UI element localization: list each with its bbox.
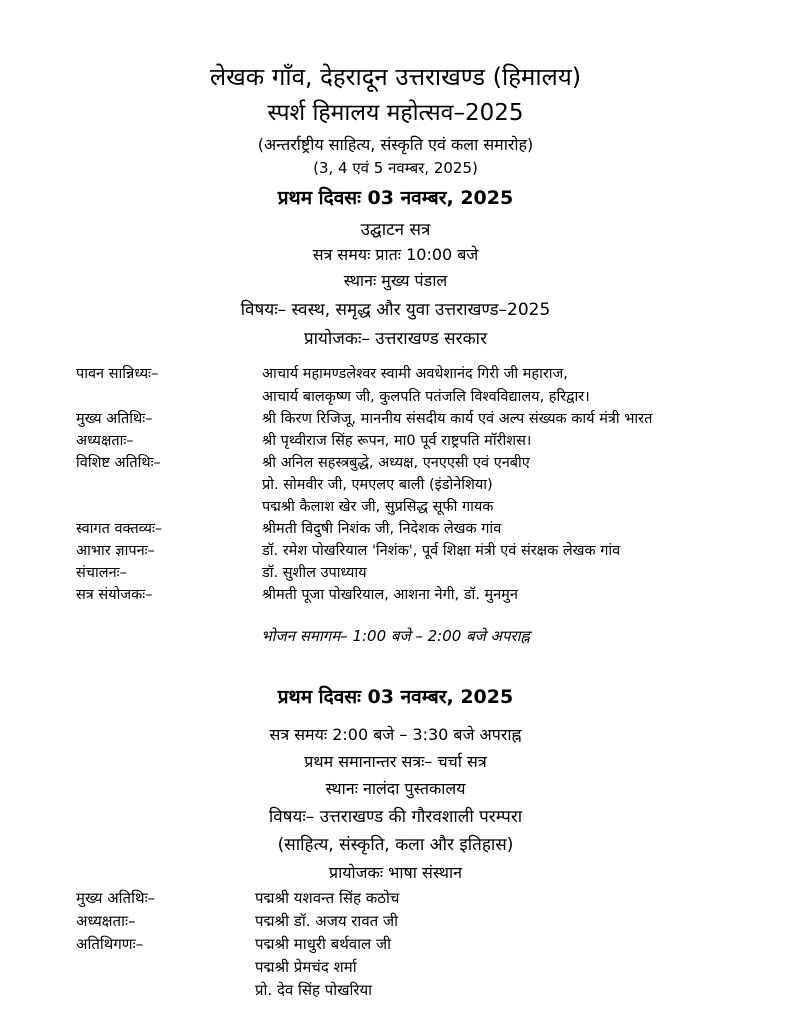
row-value: श्रीमती विदुषी निशंक जी, निदेशक लेखक गांव <box>262 521 502 537</box>
session1-venue: स्थानः मुख्य पंडाल <box>343 271 448 290</box>
guest-row <box>0 430 791 452</box>
festival-dates: (3, 4 एवं 5 नवम्बर, 2025) <box>313 159 478 177</box>
row-label: मुख्य अतिथिः– <box>76 411 153 427</box>
guest-row <box>0 452 791 474</box>
row-value: डॉ. सुशील उपाध्याय <box>262 565 367 581</box>
guest-row <box>0 584 791 606</box>
guest-row <box>0 980 791 1002</box>
guest-row <box>0 562 791 584</box>
session1-topic: विषयः– स्वस्थ, समृद्ध और युवा उत्तराखण्ड–2025 <box>240 300 551 320</box>
row-label: अतिथिगणः– <box>76 935 144 953</box>
guest-row <box>0 474 791 496</box>
row-value: प्रो. सोमवीर जी, एमएलए बाली (इंडोनेशिया) <box>262 477 493 493</box>
row-value: आचार्य महामण्डलेश्वर स्वामी अवधेशानंद गिरी जी महाराज, <box>262 366 568 382</box>
session2-day: प्रथम दिवसः 03 नवम्बर, 2025 <box>277 686 514 708</box>
session2-topic: विषयः– उत्तराखण्ड की गौरवशाली परम्परा <box>268 807 523 827</box>
session2-sponsor: प्रायोजकः भाषा संस्थान <box>329 863 462 882</box>
festival-title: स्पर्श हिमालय महोत्सव–2025 <box>267 100 524 126</box>
row-label: विशिष्ट अतिथिः– <box>76 455 161 471</box>
row-value: श्रीमती पूजा पोखरियाल, आशना नेगी, डॉ. मुनमुन <box>262 587 518 603</box>
row-value: श्री अनिल सहस्त्रबुद्धे, अध्यक्ष, एनएएसी एवं एनबीए <box>262 455 530 471</box>
row-value: पद्मश्री कैलाश खेर जी, सुप्रसिद्ध सूफी गायक <box>262 499 494 515</box>
session2-time: सत्र समयः 2:00 बजे – 3:30 बजे अपराह्न <box>269 725 522 744</box>
guest-row <box>0 540 791 562</box>
session1-time: सत्र समयः प्रातः 10:00 बजे <box>312 245 479 264</box>
guest-row <box>0 934 791 956</box>
festival-subtitle: (अन्तर्राष्ट्रीय साहित्य, संस्कृति एवं कला समारोह) <box>257 135 534 154</box>
session2-venue: स्थानः नालंदा पुस्तकालय <box>325 779 466 798</box>
row-label: स्वागत वक्तव्यः– <box>76 521 163 537</box>
row-label: मुख्य अतिथिः– <box>76 889 156 907</box>
row-label: पावन सान्निध्यः– <box>76 366 159 382</box>
guest-row <box>0 408 791 430</box>
row-value: पद्मश्री डॉ. अजय रावत जी <box>255 912 398 930</box>
row-value: पद्मश्री यशवन्त सिंह कठोच <box>255 889 400 907</box>
row-value: श्री किरण रिजिजू, माननीय संसदीय कार्य एवं अल्प संख्यक कार्य मंत्री भारत <box>262 411 653 427</box>
row-value: डॉ. रमेश पोखरियाल 'निशंक', पूर्व शिक्षा मंत्री एवं संरक्षक लेखक गांव <box>262 543 621 559</box>
row-label: अध्यक्षताः– <box>76 433 134 449</box>
row-label: संचालनः– <box>76 565 127 581</box>
guest-row <box>0 363 791 385</box>
guest-row <box>0 518 791 540</box>
guest-row <box>0 496 791 518</box>
row-value: पद्मश्री प्रेमचंद शर्मा <box>255 958 357 976</box>
guest-row <box>0 386 791 408</box>
row-value: प्रो. देव सिंह पोखरिया <box>255 981 373 999</box>
session2-subtopic: (साहित्य, संस्कृति, कला और इतिहास) <box>277 835 514 855</box>
row-label: आभार ज्ञापनः– <box>76 543 155 559</box>
lunch-break: भोजन समागम– 1:00 बजे – 2:00 बजे अपराह्न <box>261 627 530 645</box>
guest-row <box>0 911 791 933</box>
row-value: आचार्य बालकृष्ण जी, कुलपति पतंजलि विश्वविद्यालय, हरिद्वार। <box>262 389 590 405</box>
session1-sponsor: प्रायोजकः– उत्तराखण्ड सरकार <box>303 329 488 349</box>
row-value: श्री पृथ्वीराज सिंह रूपन, मा0 पूर्व राष्ट्रपति मॉरीशस। <box>262 433 532 449</box>
row-label: अध्यक्षताः– <box>76 912 136 930</box>
event-location-title: लेखक गाँव, देहरादून उत्तराखण्ड (हिमालय) <box>209 63 582 91</box>
session1-day: प्रथम दिवसः 03 नवम्बर, 2025 <box>277 187 514 209</box>
row-value: पद्मश्री माधुरी बर्थवाल जी <box>255 935 391 953</box>
guest-row <box>0 957 791 979</box>
session2-parallel: प्रथम समानान्तर सत्रः– चर्चा सत्र <box>304 752 487 771</box>
session1-name: उद्घाटन सत्र <box>360 220 431 240</box>
row-label: सत्र संयोजकः– <box>76 587 153 603</box>
guest-row <box>0 888 791 910</box>
